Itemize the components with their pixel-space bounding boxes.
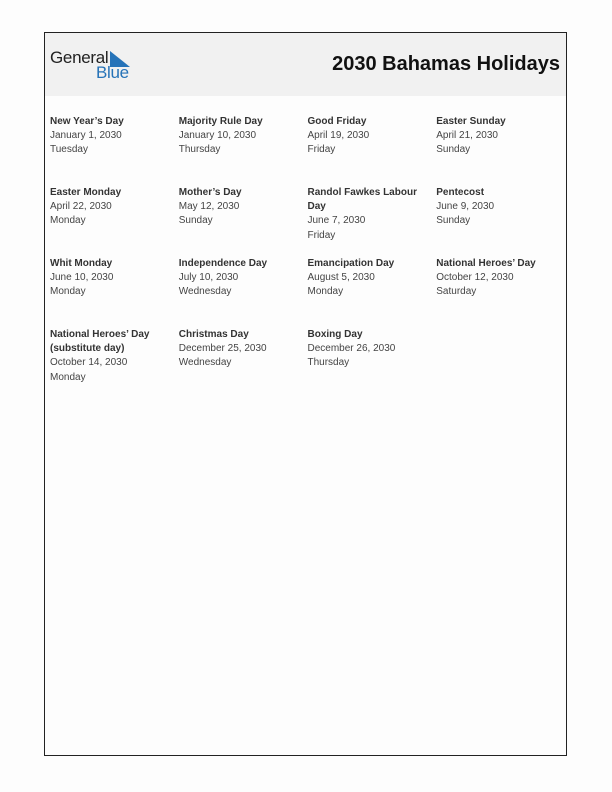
holiday-weekday: Sunday xyxy=(436,215,471,227)
holiday-date: April 21, 2030 xyxy=(436,130,498,142)
holiday-date: October 12, 2030 xyxy=(436,272,514,284)
holiday-weekday: Sunday xyxy=(436,144,471,156)
holiday-name: National Heroes’ Day (substitute day) xyxy=(50,329,150,355)
holiday-entry xyxy=(308,115,437,186)
holiday-name: Independence Day xyxy=(178,258,268,269)
holiday-name: Mother’s Day xyxy=(178,187,242,198)
holiday-date: December 26, 2030 xyxy=(307,343,396,355)
holiday-date: June 7, 2030 xyxy=(307,215,366,227)
holiday-weekday: Monday xyxy=(50,286,86,298)
holiday-entry xyxy=(50,186,179,257)
holiday-entry xyxy=(179,328,308,399)
holiday-date: August 5, 2030 xyxy=(307,272,375,284)
holiday-entry xyxy=(308,328,437,399)
holiday-weekday: Tuesday xyxy=(50,144,88,156)
holiday-entry xyxy=(436,257,565,328)
holiday-weekday: Thursday xyxy=(178,144,221,156)
holiday-weekday: Monday xyxy=(50,215,86,227)
holiday-name: Emancipation Day xyxy=(307,258,395,269)
holiday-weekday: Friday xyxy=(307,144,336,156)
holiday-entry xyxy=(308,186,437,257)
holiday-name: Easter Monday xyxy=(50,187,122,198)
holiday-name: Majority Rule Day xyxy=(178,116,263,127)
holiday-name: New Year’s Day xyxy=(50,116,124,127)
holiday-weekday: Monday xyxy=(307,286,344,298)
holiday-date: April 19, 2030 xyxy=(307,130,370,142)
holiday-row xyxy=(50,257,565,328)
holiday-entry xyxy=(50,257,179,328)
holiday-name: Pentecost xyxy=(436,187,485,198)
holiday-name: Boxing Day xyxy=(307,329,363,340)
holiday-row xyxy=(50,115,565,186)
holiday-weekday: Wednesday xyxy=(178,357,232,369)
holiday-date: June 10, 2030 xyxy=(50,272,114,284)
holiday-name: Randol Fawkes Labour Day xyxy=(307,187,417,213)
holiday-name: Easter Sunday xyxy=(436,116,506,127)
holiday-name: Christmas Day xyxy=(178,329,249,340)
holiday-date: October 14, 2030 xyxy=(50,357,128,369)
holiday-entry xyxy=(179,186,308,257)
holiday-weekday: Monday xyxy=(50,371,86,383)
holiday-row xyxy=(50,186,565,257)
holiday-name: Good Friday xyxy=(307,116,367,127)
holiday-row xyxy=(50,328,565,399)
page-title: 2030 Bahamas Holidays xyxy=(332,53,560,75)
holiday-date: July 10, 2030 xyxy=(178,272,239,284)
holiday-entry xyxy=(436,186,565,257)
holiday-date: December 25, 2030 xyxy=(178,343,267,355)
holiday-entry xyxy=(50,328,179,399)
holiday-name: National Heroes’ Day xyxy=(436,258,536,269)
holiday-date: June 9, 2030 xyxy=(436,201,495,213)
holiday-entry xyxy=(179,115,308,186)
holiday-entry xyxy=(179,257,308,328)
generalblue-logo xyxy=(50,48,140,84)
holiday-weekday: Thursday xyxy=(307,357,350,369)
holiday-entry xyxy=(436,115,565,186)
holiday-weekday: Sunday xyxy=(178,215,213,227)
holiday-entry xyxy=(308,257,437,328)
page-header xyxy=(45,33,566,96)
holiday-name: Whit Monday xyxy=(50,258,113,269)
holiday-date: April 22, 2030 xyxy=(50,201,112,213)
holiday-date: January 10, 2030 xyxy=(178,130,257,142)
holiday-calendar-page xyxy=(44,32,567,756)
holiday-date: January 1, 2030 xyxy=(50,130,122,142)
holiday-date: May 12, 2030 xyxy=(178,201,240,213)
logo-text-blue: Blue xyxy=(96,63,129,82)
holiday-weekday: Friday xyxy=(307,229,336,241)
holiday-weekday: Saturday xyxy=(436,286,477,298)
holiday-entry-empty xyxy=(436,328,565,399)
holiday-entry xyxy=(50,115,179,186)
holiday-grid xyxy=(50,115,565,399)
holiday-weekday: Wednesday xyxy=(178,286,232,298)
logo-text-general: General xyxy=(50,48,109,67)
